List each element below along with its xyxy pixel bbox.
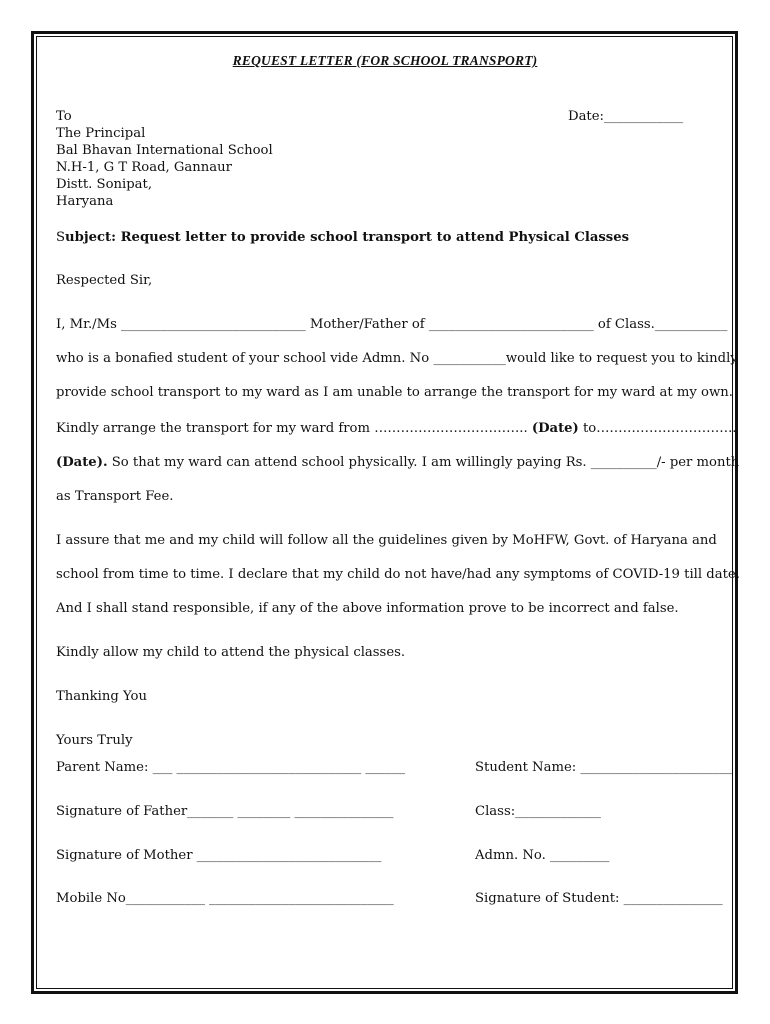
body-line-6: as Transport Fee.: [56, 489, 174, 504]
assurance-line-3: And I shall stand responsible, if any of the above information prove to be incorrect and false.: [56, 601, 679, 616]
letter-title: REQUEST LETTER (FOR SCHOOL TRANSPORT): [232, 53, 538, 68]
father-signature-field: Signature of Father_______ ________ _______________: [56, 804, 394, 819]
body-line-5: [56, 454, 740, 471]
mobile-number-field: Mobile No____________ ____________________________: [56, 891, 394, 906]
student-signature-field: Signature of Student: _______________: [475, 891, 723, 906]
class-field: Class:_____________: [475, 804, 601, 819]
admn-number-field: Admn. No. _________: [475, 848, 610, 863]
address-line-district: Distt. Sonipat,: [56, 177, 153, 192]
closing-line: Yours Truly: [56, 733, 133, 748]
subject-text: ubject: Request letter to provide school transport to attend Physical Classes: [65, 230, 630, 245]
mother-signature-field: Signature of Mother ____________________________: [56, 848, 382, 863]
student-name-field: Student Name: _______________________: [475, 760, 733, 775]
body-line-5-date: (Date).: [56, 455, 108, 470]
body-line-3: provide school transport to my ward as I am unable to arrange the transport for my ward at my own.: [56, 385, 733, 400]
address-line-state: Haryana: [56, 194, 114, 209]
assurance-line-1: I assure that me and my child will follow all the guidelines given by MoHFW, Govt. of Haryana and: [56, 533, 717, 548]
date-field: Date:____________: [568, 109, 684, 124]
address-line-principal: The Principal: [56, 126, 146, 141]
address-line-school: Bal Bhavan International School: [56, 143, 273, 158]
body-line-4-to: to…………………………..: [583, 421, 737, 436]
body-line-4-text: Kindly arrange the transport for my ward from ……………………………..: [56, 421, 528, 436]
salutation: Respected Sir,: [56, 273, 153, 288]
body-line-1: I, Mr./Ms ____________________________ Mother/Father of _________________________ of Class.___________: [56, 317, 728, 332]
address-line-road: N.H-1, G T Road, Gannaur: [56, 160, 232, 175]
parent-name-field: Parent Name: ___ ____________________________ ______: [56, 760, 405, 775]
address-to: To: [56, 109, 72, 124]
body-line-4-date: (Date): [531, 421, 579, 436]
assurance-line-2: school from time to time. I declare that my child do not have/had any symptoms of COVID-19 till date.: [56, 567, 740, 582]
thanking-line: Thanking You: [56, 689, 147, 704]
body-line-4: [56, 420, 737, 437]
subject-line: [56, 229, 629, 246]
body-line-2: who is a bonafied student of your school vide Admn. No ___________would like to request you to kindly: [56, 351, 738, 366]
body-line-5-text: So that my ward can attend school physically. I am willingly paying Rs. __________/- per month: [111, 455, 740, 470]
subject-prefix: S: [56, 230, 66, 245]
request-line: Kindly allow my child to attend the physical classes.: [56, 645, 406, 660]
